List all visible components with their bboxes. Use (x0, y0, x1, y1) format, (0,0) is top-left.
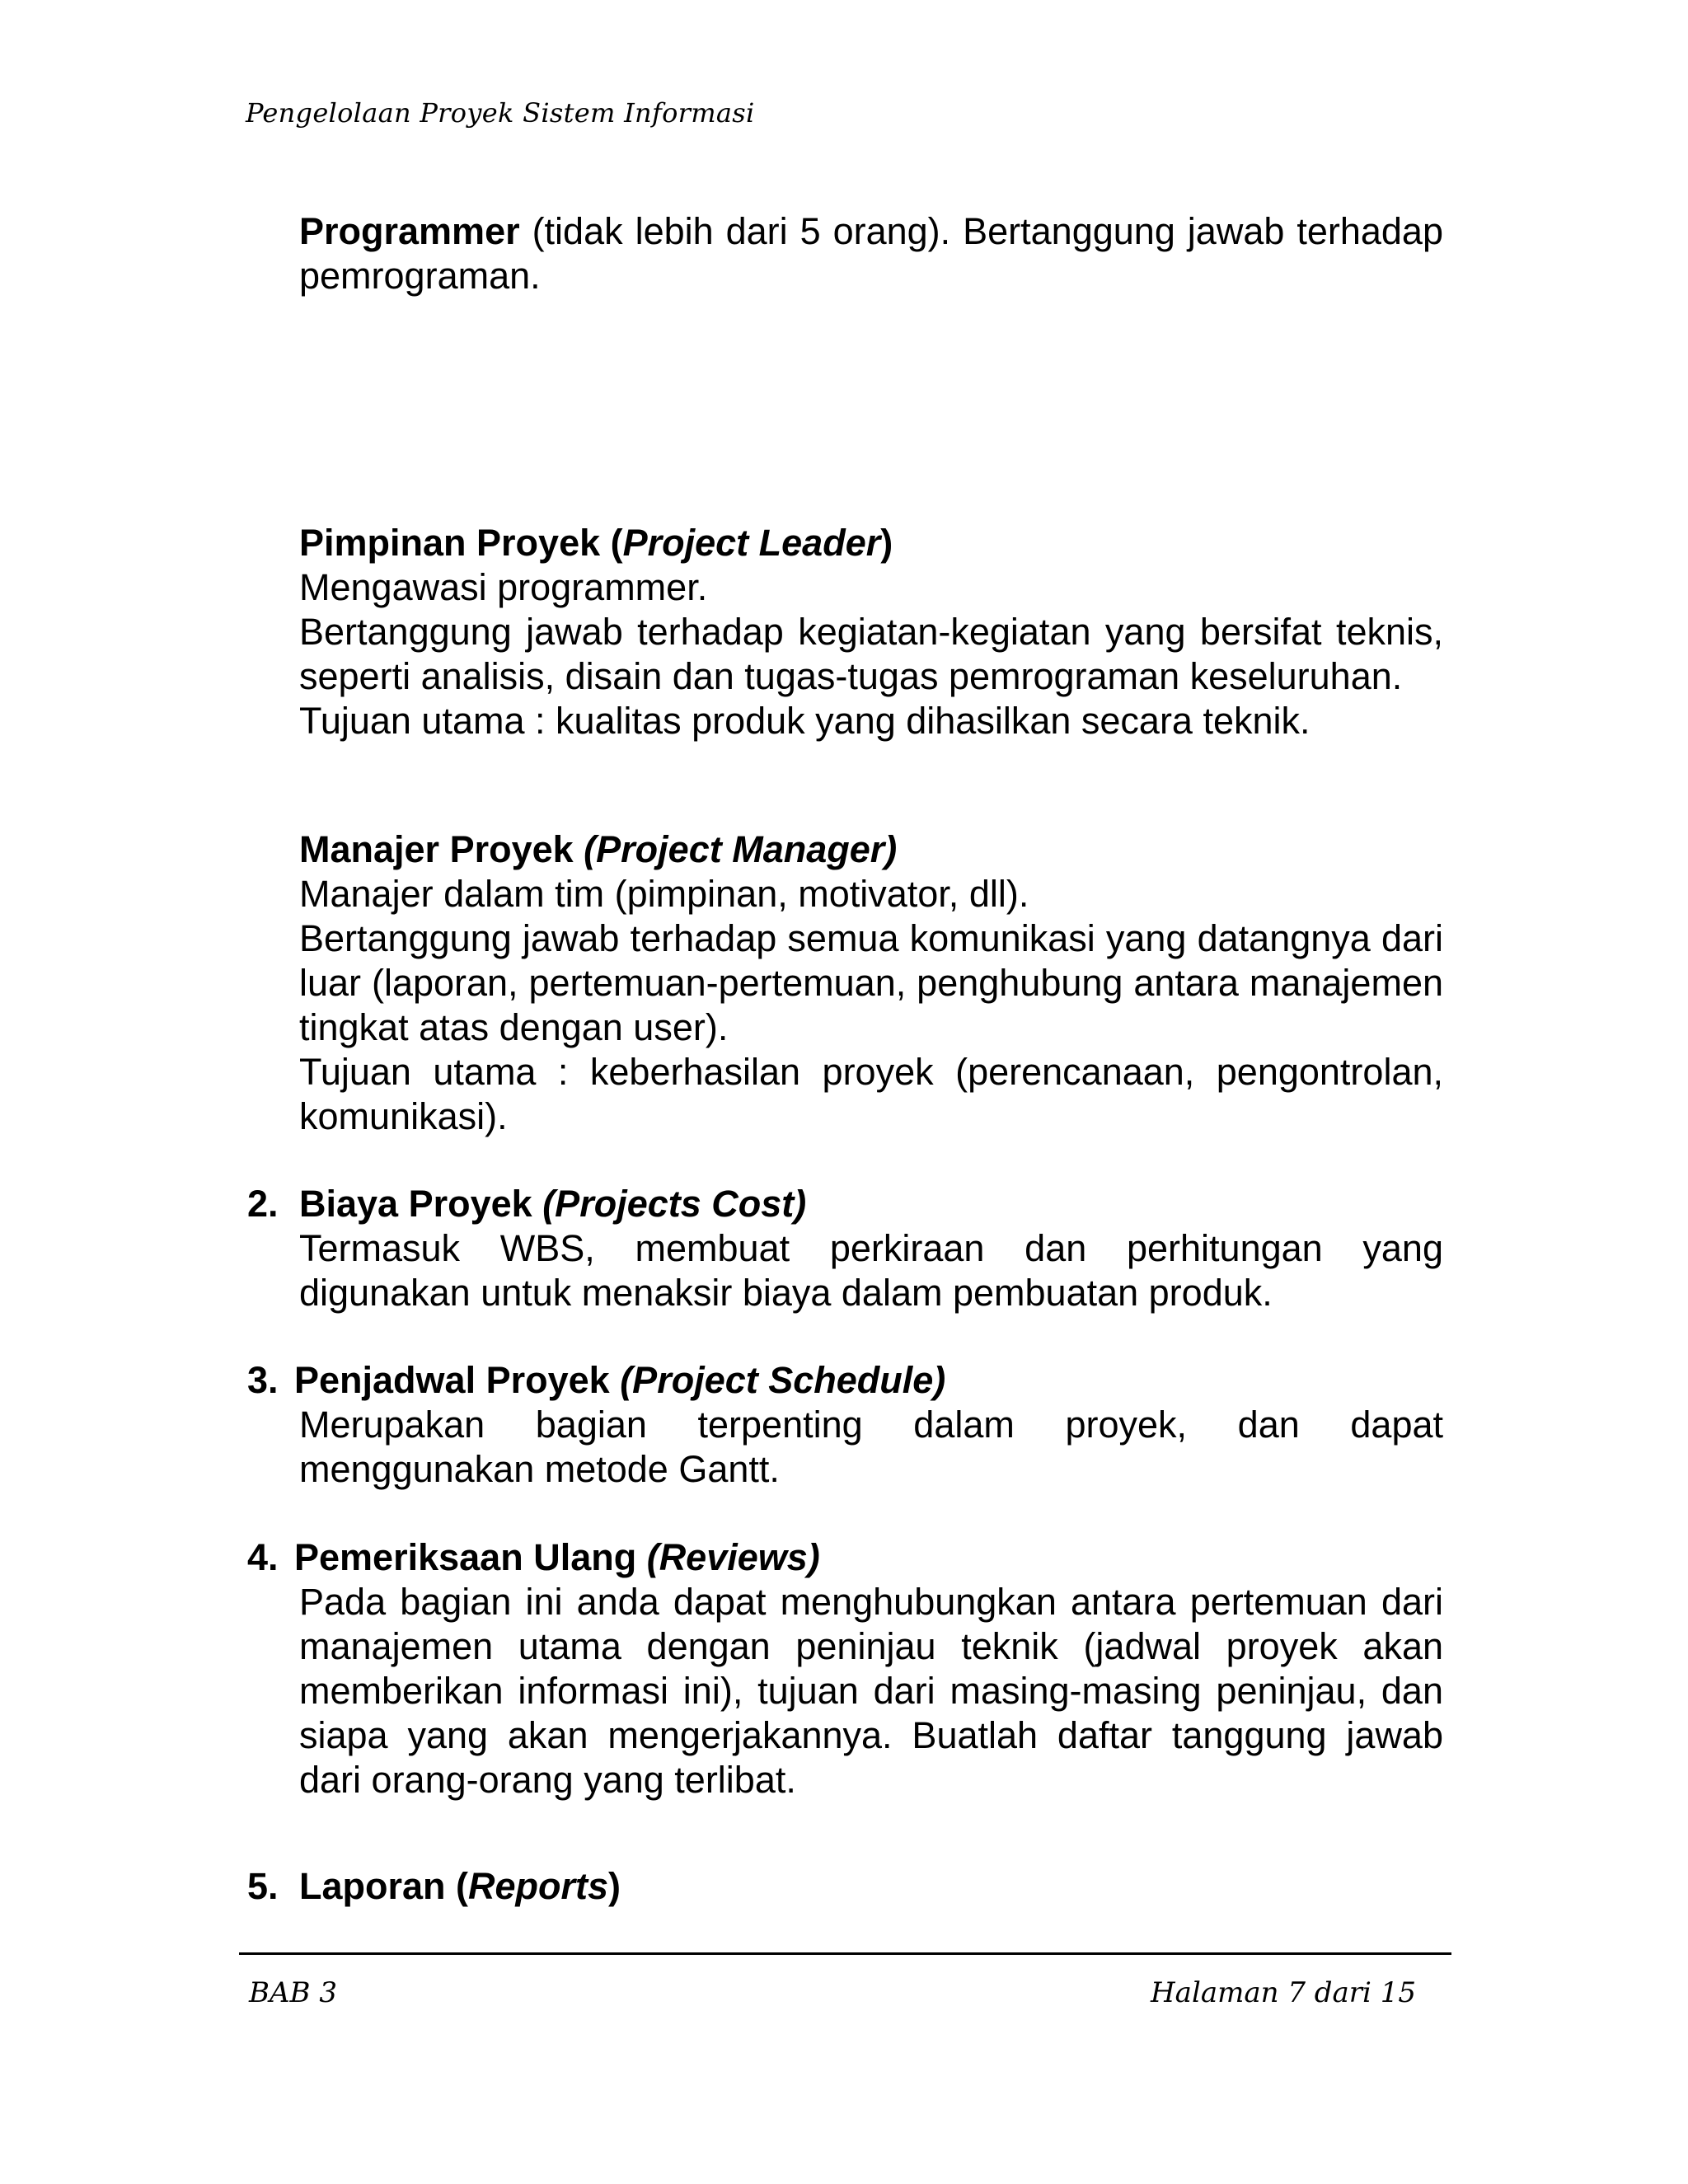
section-5-number: 5. (247, 1865, 279, 1907)
section-2-number: 2. (247, 1183, 279, 1225)
section-3-heading-part: Penjadwal Proyek (294, 1359, 621, 1401)
project-leader-line-1: Mengawasi programmer. (299, 566, 708, 608)
section-2-heading-part: Biaya Proyek (299, 1183, 543, 1225)
project-leader-heading (299, 521, 1443, 565)
project-leader-heading-part: Pimpinan Proyek ( (299, 522, 623, 564)
programmer-paragraph (299, 209, 1443, 298)
section-2 (247, 1182, 1443, 1315)
project-manager-line-3: Tujuan utama : keberhasilan proyek (perencanaan, pengontrolan, komunikasi). (299, 1051, 1443, 1137)
section-3-number: 3. (247, 1359, 279, 1401)
section-5-heading-part: Laporan ( (299, 1865, 469, 1907)
section-3-text: Merupakan bagian terpenting dalam proyek, dan dapat menggunakan metode Gantt. (299, 1404, 1443, 1490)
section-4 (247, 1535, 1443, 1802)
running-header: Pengelolaan Proyek Sistem Informasi (246, 97, 755, 129)
footer-chapter: BAB 3 (249, 1976, 337, 2009)
section-4-number: 4. (247, 1536, 279, 1578)
section-3-heading (294, 1358, 1443, 1403)
section-5-heading-close: ) (608, 1865, 621, 1907)
project-manager-line-1: Manajer dalam tim (pimpinan, motivator, dll). (299, 873, 1029, 915)
section-3-heading-italic: (Project Schedule) (620, 1359, 946, 1401)
project-manager-line-2: Bertanggung jawab terhadap semua komunikasi yang datangnya dari luar (laporan, pertemuan-pertemuan, penghubung antara manajemen tingkat atas dengan user). (299, 917, 1443, 1048)
project-manager-block (299, 827, 1443, 1139)
section-5-heading-italic: Reports (468, 1865, 609, 1907)
section-5 (247, 1864, 1443, 1909)
programmer-block (299, 209, 1443, 298)
section-4-heading-italic: (Reviews) (646, 1536, 820, 1578)
section-5-heading (299, 1864, 1443, 1909)
section-2-text: Termasuk WBS, membuat perkiraan dan perhitungan yang digunakan untuk menaksir biaya dalam pembuatan produk. (299, 1227, 1443, 1314)
programmer-text: (tidak lebih dari 5 orang). Bertanggung jawab terhadap pemrograman. (299, 210, 1443, 297)
section-2-heading-italic: (Projects Cost) (542, 1183, 807, 1225)
section-4-heading-part: Pemeriksaan Ulang (294, 1536, 647, 1578)
project-leader-heading-italic: Project Leader (622, 522, 881, 564)
project-leader-block (299, 521, 1443, 743)
programmer-title: Programmer (299, 210, 520, 252)
project-manager-heading-part: Manajer Proyek (299, 828, 584, 870)
project-manager-heading-italic: (Project Manager) (584, 828, 898, 870)
section-4-heading (294, 1535, 1443, 1580)
project-manager-heading (299, 827, 1443, 872)
section-4-text: Pada bagian ini anda dapat menghubungkan antara pertemuan dari manajemen utama dengan peninjau teknik (jadwal proyek akan memberikan informasi ini), tujuan dari masing-masing peninjau, dan siapa yang akan mengerjakannya. Buatlah daftar tanggung jawab dari orang-orang yang terlibat. (299, 1581, 1443, 1801)
footer-page-number: Halaman 7 dari 15 (1151, 1976, 1416, 2009)
project-leader-line-2: Bertanggung jawab terhadap kegiatan-kegiatan yang bersifat teknis, seperti analisis, disain dan tugas-tugas pemrograman keseluruhan. (299, 611, 1443, 697)
section-2-heading (299, 1182, 1443, 1226)
footer-divider (239, 1952, 1451, 1955)
project-leader-heading-close: ) (880, 522, 893, 564)
project-leader-line-3: Tujuan utama : kualitas produk yang dihasilkan secara teknik. (299, 700, 1311, 742)
section-3 (247, 1358, 1443, 1492)
